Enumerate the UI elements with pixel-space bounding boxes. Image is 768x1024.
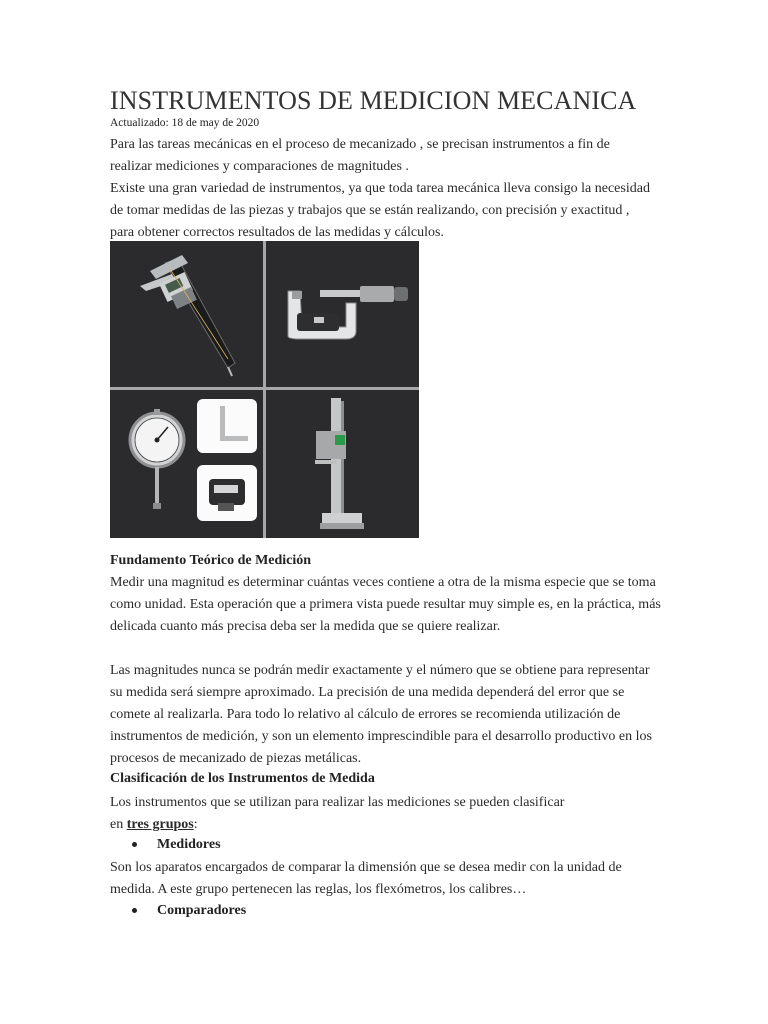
- bullet-dot: [132, 908, 137, 913]
- section-heading-clasificacion: Clasificación de los Instrumentos de Medida: [110, 771, 375, 786]
- fundamento-paragraph-2: Las magnitudes nunca se podrán medir exactamente y el número que se obtiene para representar su medida será siempre aproximado. La precisión de una medida dependerá del error que se comete al realizarla. Para todo lo relativo al cálculo de errores se recomienda utilización de instrumentos de medición, y son un elemento imprescindible para el desarrollo productivo en los procesos de mecanizado de piezas metálicas.: [110, 663, 652, 766]
- square-tool-image: [197, 399, 257, 453]
- prefix-text: en: [110, 817, 127, 832]
- medidores-paragraph: Son los aparatos encargados de comparar la dimensión que se desea medir con la unidad de medida. A este grupo pertenecen las reglas, los flexómetros, los calibres…: [110, 860, 622, 897]
- bullet-label: Comparadores: [157, 903, 247, 918]
- grid-divider-horizontal: [110, 387, 419, 390]
- updated-date: Actualizado: 18 de may de 2020: [110, 117, 260, 129]
- intro-paragraph-1: Para las tareas mecánicas en el proceso de mecanizado , se precisan instrumentos a fin de realizar mediciones y comparaciones de magnitudes .: [110, 137, 610, 174]
- instruments-image: [110, 241, 419, 538]
- list-item-comparadores: [132, 903, 246, 919]
- section-heading-fundamento: Fundamento Teórico de Medición: [110, 553, 312, 568]
- clasificacion-paragraph-line2: [110, 814, 198, 836]
- fundamento-paragraph-1: Medir una magnitud es determinar cuántas veces contiene a otra de la misma especie que se toma como unidad. Esta operación que a primera vista puede resultar muy simple es, en la práctica, más delicada cuanto más precisa deba ser la medida que se quiere realizar.: [110, 575, 661, 634]
- intro-paragraph-2: Existe una gran variedad de instrumentos, ya que toda tarea mecánica lleva consigo la necesidad de tomar medidas de las piezas y trabajos que se están realizando, con precisión y exactitud , para obtener correctos resultados de las medidas y cálculos.: [110, 181, 650, 240]
- bullet-label: Medidores: [157, 837, 221, 852]
- clasificacion-paragraph-line1: Los instrumentos que se utilizan para realizar las mediciones se pueden clasificar: [110, 795, 565, 810]
- bullet-dot: [132, 842, 137, 847]
- suffix-text: :: [193, 817, 198, 832]
- page-title: INSTRUMENTOS DE MEDICION MECANICA: [110, 86, 637, 115]
- counter-device-image: [197, 465, 257, 521]
- list-item-medidores: [132, 837, 221, 853]
- tres-grupos-link[interactable]: tres grupos: [126, 817, 194, 832]
